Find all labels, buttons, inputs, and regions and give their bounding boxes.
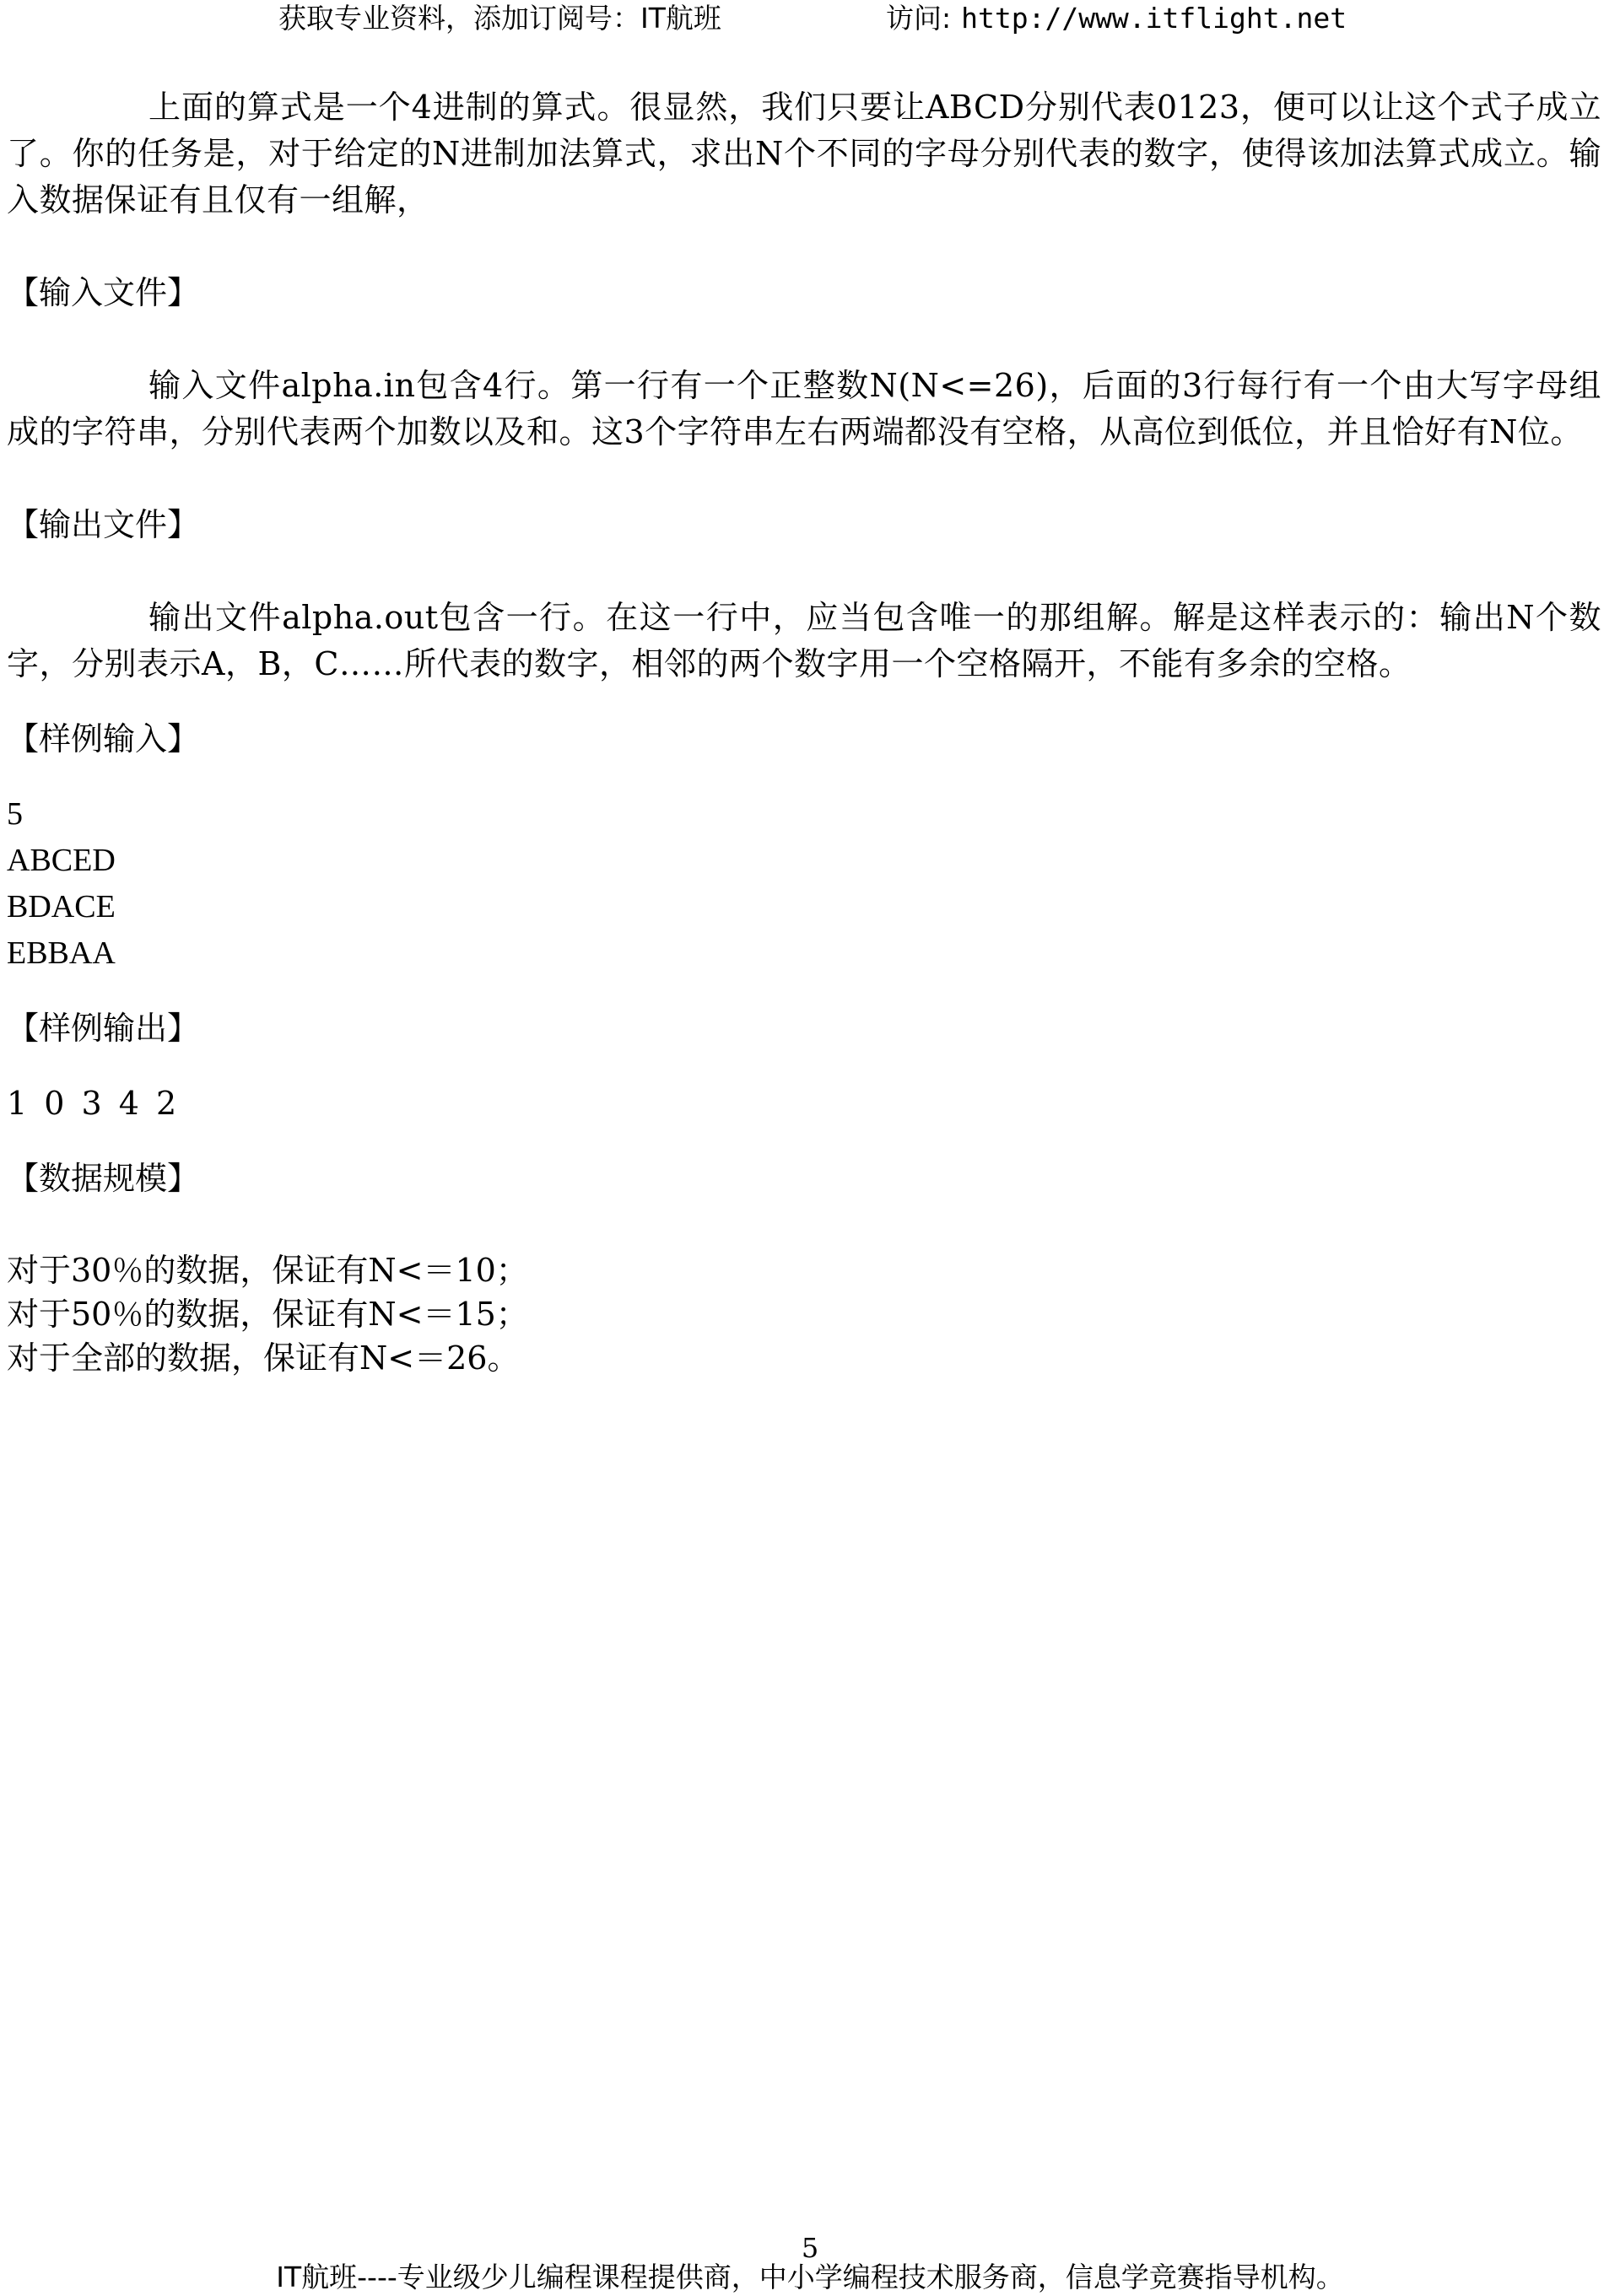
intro-paragraph: 上面的算式是一个4进制的算式。很显然，我们只要让ABCD分别代表0123，便可以让这个式子成立了。你的任务是，对于给定的N进制加法算式，求出N个不同的字母分别代表的数字，使得该加法算式成立。输入数据保证有且仅有一组解， (7, 89, 1601, 218)
input-section-paragraph: 输入文件alpha.in包含4行。第一行有一个正整数N(N<=26)，后面的3行每行有一个由大写字母组成的字符串，分别代表两个加数以及和。这3个字符串左右两端都没有空格，从高位到低位，并且恰好有N位。 (7, 367, 1601, 450)
data-scale-block (7, 1248, 1601, 1380)
page-footer: IT航班----专业级少儿编程课程提供商，中小学编程技术服务商，信息学竞赛指导机构。 (276, 2261, 1344, 2293)
header-visit-label: 访问: (886, 2, 952, 35)
page-number: 5 (801, 2232, 819, 2264)
sample-output-line: 1 0 3 4 2 (7, 1085, 181, 1122)
data-scale-title: 【数据规模】 (7, 1160, 200, 1197)
sample-input-line: 5 (7, 796, 23, 832)
sample-input-block (7, 791, 1601, 977)
sample-output-title: 【样例输出】 (7, 1010, 200, 1047)
sample-input-line: EBBAA (7, 935, 116, 971)
input-section-title: 【输入文件】 (7, 274, 200, 311)
output-section-paragraph: 输出文件alpha.out包含一行。在这一行中，应当包含唯一的那组解。解是这样表示的：输出N个数字，分别表示A，B，C……所代表的数字，相邻的两个数字用一个空格隔开，不能有多余的空格。 (7, 599, 1601, 682)
data-scale-line: 对于全部的数据，保证有N<＝26。 (7, 1339, 520, 1377)
header-url-link[interactable]: http://www.itflight.net (961, 2, 1347, 35)
header-subscription-text: 获取专业资料，添加订阅号：IT航班 (278, 2, 721, 35)
data-scale-line: 对于50％的数据，保证有N<＝15； (7, 1296, 528, 1333)
sample-input-line: BDACE (7, 889, 116, 924)
header-visit (886, 0, 1347, 37)
document-body (7, 84, 1601, 1380)
sample-input-title: 【样例输入】 (7, 720, 200, 757)
sample-input-line: ABCED (7, 843, 116, 878)
data-scale-line: 对于30％的数据，保证有N<＝10； (7, 1252, 528, 1289)
page-header (0, 0, 1620, 37)
output-section-title: 【输出文件】 (7, 506, 200, 543)
